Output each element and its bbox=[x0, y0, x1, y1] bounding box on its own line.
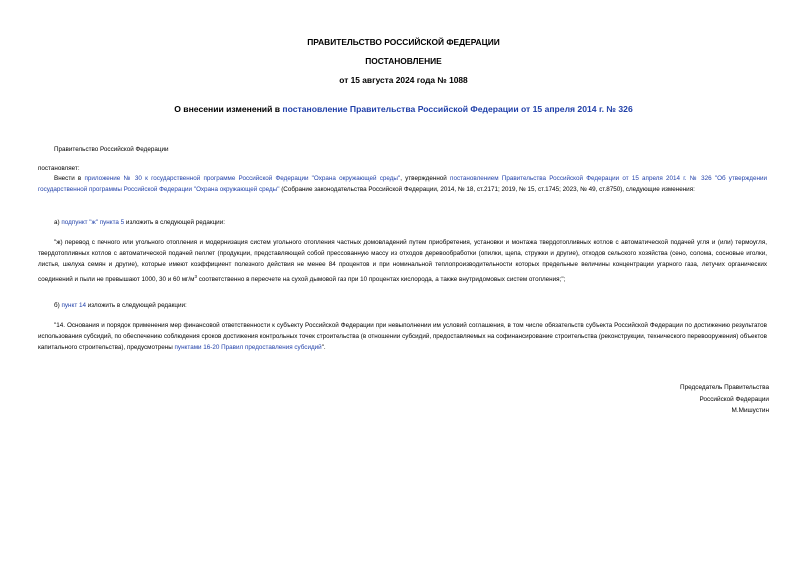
a-text-1: а) bbox=[54, 219, 62, 226]
b-link[interactable]: пункт 14 bbox=[61, 302, 86, 309]
b-text-2: изложить в следующей редакции: bbox=[85, 302, 187, 309]
amendment-b bbox=[54, 300, 187, 311]
document-type: ПОСТАНОВЛЕНИЕ bbox=[365, 56, 442, 66]
b-text-1: б) bbox=[54, 302, 62, 309]
signature-title: Председатель Правительства bbox=[680, 384, 769, 391]
amendment-a bbox=[54, 217, 225, 228]
government-heading: ПРАВИТЕЛЬСТВО РОССИЙСКОЙ ФЕДЕРАЦИИ bbox=[307, 37, 500, 47]
p1-link-appendix[interactable]: приложение № 30 к государственной программе Российской Федерации "Охрана окружающей среды" bbox=[84, 175, 401, 182]
p1-text-1: Внести в bbox=[54, 175, 85, 182]
document-date: от 15 августа 2024 года № 1088 bbox=[339, 75, 468, 85]
paragraph-1 bbox=[38, 173, 767, 195]
quote-b-text: "14. Основания и порядок применения мер финансовой ответственности к субъекту Российской Федерации при невыполнении им условий соглашения, в том числе обязательств субъекта Российской Федерации по достижению результатов использования субсидий, по обеспечению соблюдения сроков достижения контрольных точек строительства (в отношении субсидий, предоставляемых на софинансирование строительства (реконструкции, технического перевооружения) объектов капитального строительства), предусмотрены bbox=[38, 322, 767, 352]
quote-a bbox=[38, 237, 767, 285]
signature-org: Российской Федерации bbox=[699, 395, 769, 403]
document-title bbox=[0, 104, 807, 114]
title-link[interactable]: постановление Правительства Российской Федерации от 15 апреля 2014 г. № 326 bbox=[282, 104, 633, 114]
p1-link-program[interactable]: "Об утверждении государственной программы Российской Федерации "Охрана окружающей среды" bbox=[38, 175, 767, 194]
quote-a-text: "ж) перевод с печного или угольного отопления и модернизация систем угольного отопления частных домовладений путем приобретения, установки и монтажа твердотопливных котлов с автоматической подачей угля и (или) термоугля, твердотопливных котлов с автоматической подачей пеллет (продукции, представляющей собой прессованную массу из отходов деревообработки (опилки, щепа, стружки и другие), отходов сельского хозяйства (сено, солома, сосновые иголки, листья, шелуха семян и другие), которые имеют коэффициент полезного действия не менее 84 процентов и при номинальной теплопроизводительности которых предельные величины концентрации угарного газа, летучих органических соединений и пыли не превышают 1000, 30 и 60 мг/м bbox=[38, 239, 767, 283]
quote-a-superscript: 3 bbox=[194, 273, 197, 279]
title-prefix: О внесении изменений в bbox=[174, 104, 283, 114]
signature-block bbox=[680, 382, 769, 417]
p1-text-4: (Собрание законодательства Российской Федерации, 2014, № 18, ст.2171; 2019, № 15, ст.1745; 2023, № 49, ст.8750), следующие изменения: bbox=[279, 186, 695, 194]
p1-text-2: , утвержденной bbox=[400, 175, 451, 182]
p1-link-resolution[interactable]: постановлением Правительства Российской Федерации от 15 апреля 2014 г. № 326 bbox=[450, 175, 712, 182]
quote-b-end: ". bbox=[321, 344, 326, 352]
decree-text: постановляет: bbox=[38, 165, 80, 172]
quote-b bbox=[38, 320, 767, 354]
quote-a-end: соответственно в пересчете на сухой дымовой газ при 10 процентах кислорода, а также внутридомовых систем отопления;"; bbox=[196, 275, 566, 283]
signature-name: М.Мишустин bbox=[731, 407, 769, 415]
a-link[interactable]: подпункт "ж" пункта 5 bbox=[61, 219, 125, 226]
intro-text: Правительство Российской Федерации bbox=[54, 146, 169, 153]
a-text-2: изложить в следующей редакции: bbox=[124, 219, 225, 226]
quote-b-link[interactable]: пунктами 16-20 Правил предоставления субсидий bbox=[174, 344, 322, 352]
